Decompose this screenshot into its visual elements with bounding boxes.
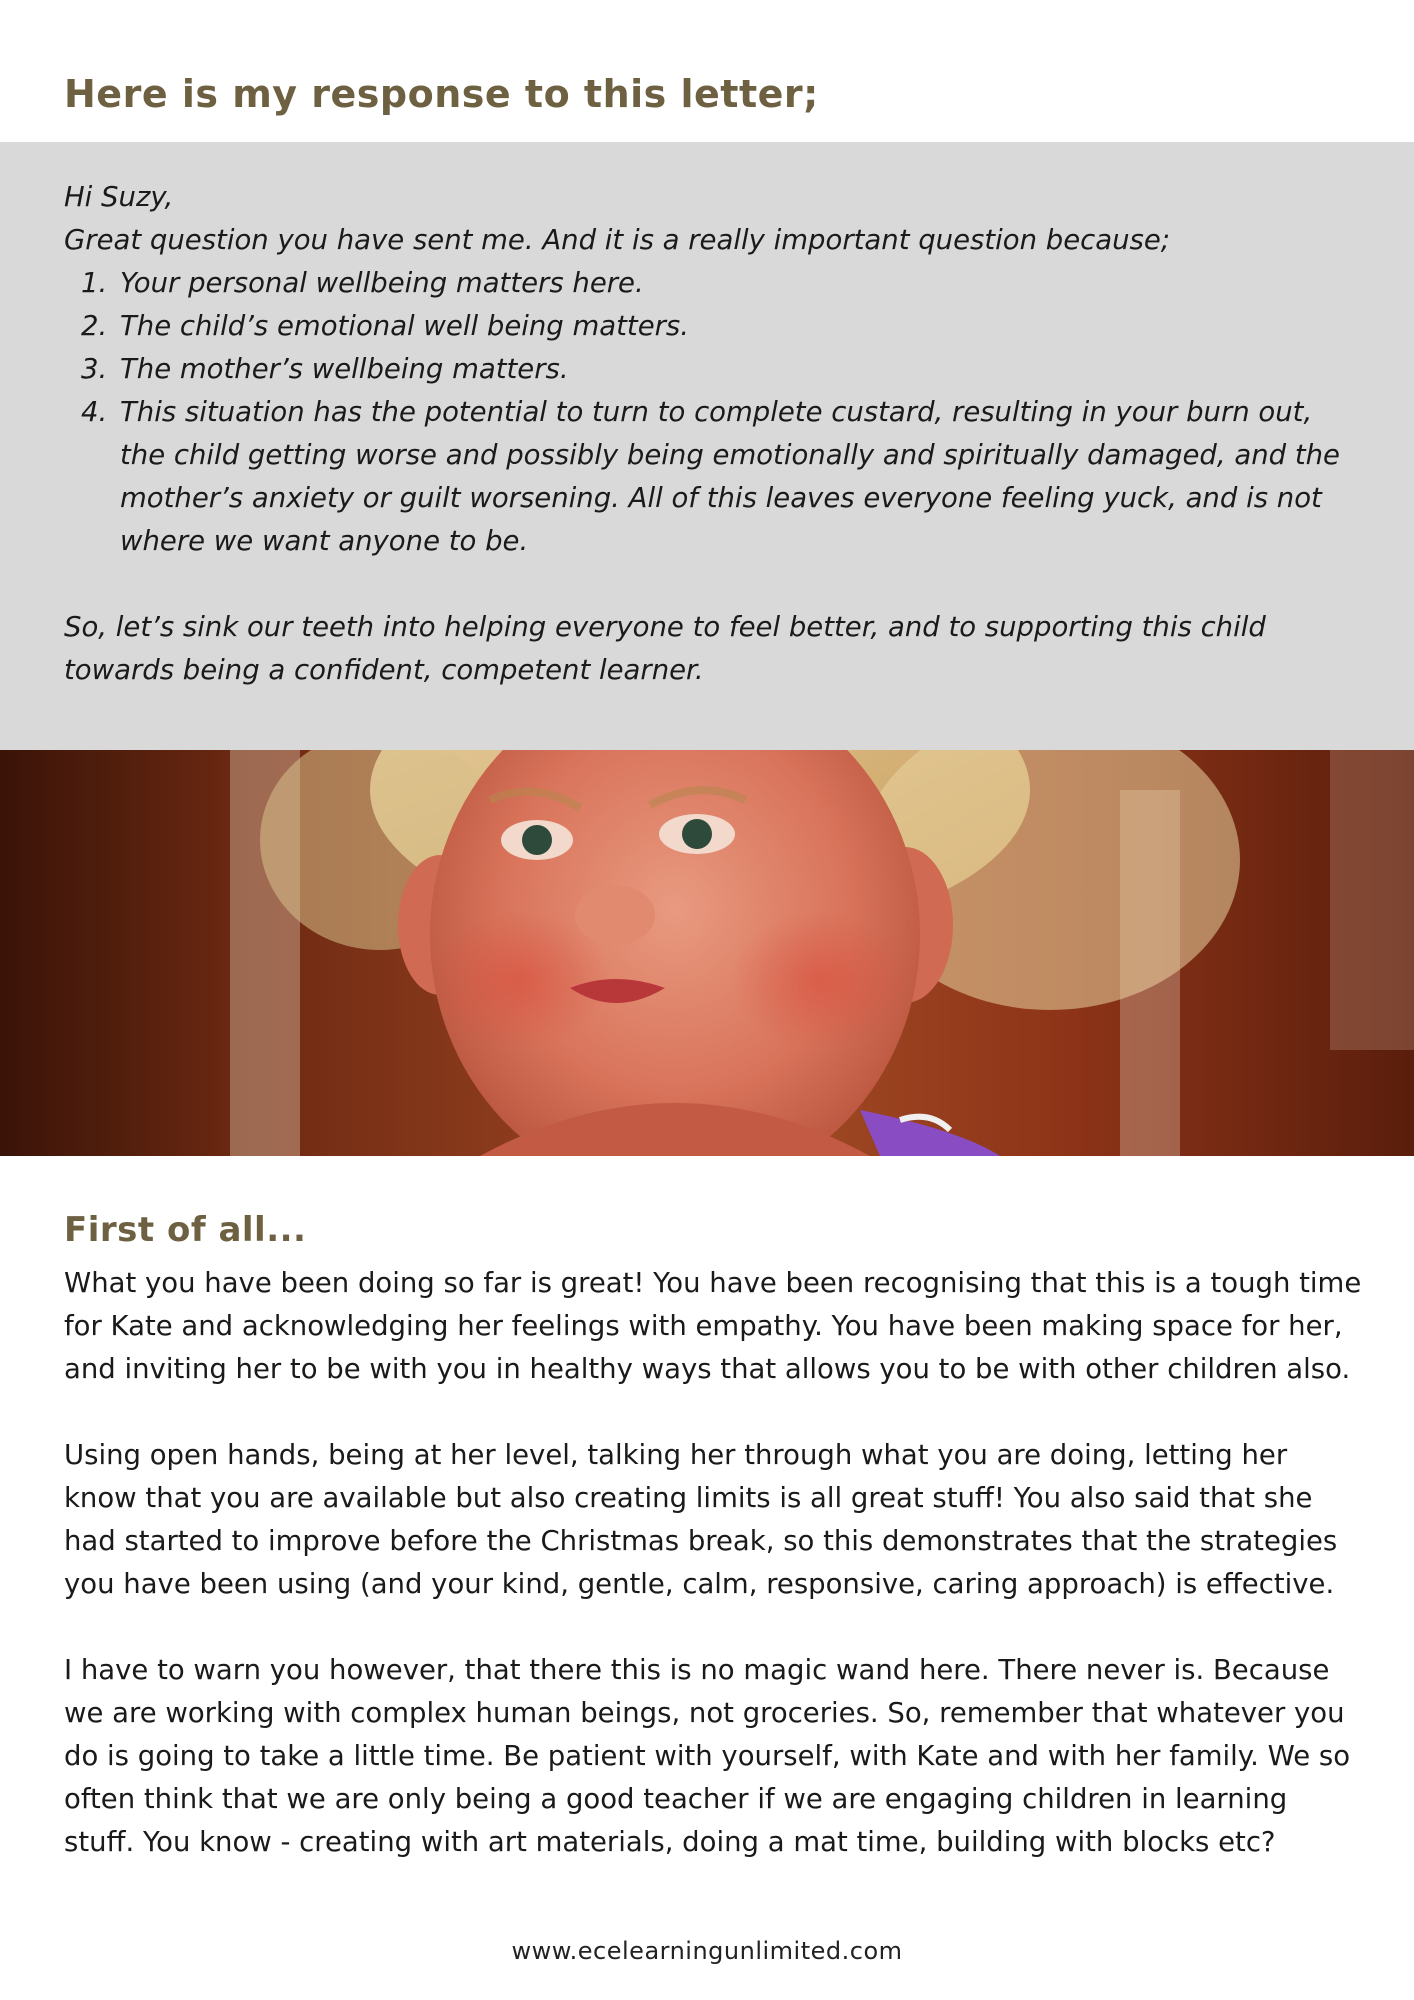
list-item: 3. The mother’s wellbeing matters. — [116, 348, 1354, 391]
letter-content — [64, 176, 1354, 692]
letter-intro: Great question you have sent me. And it is a really important question because; — [64, 224, 1171, 256]
list-item: 4. This situation has the potential to turn to complete custard, resulting in your burn out, the child getting worse and possibly being emotionally and spiritually damaged, and the mother’s anxiety or guilt worsening. All of this leaves everyone feeling yuck, and is not where we want anyone to be. — [116, 391, 1354, 563]
list-item: 1. Your personal wellbeing matters here. — [116, 262, 1354, 305]
body-text — [64, 1262, 1364, 1907]
footer-url: www.ecelearningunlimited.com — [511, 1937, 903, 1965]
paragraph: What you have been doing so far is great! You have been recognising that this is a tough time for Kate and acknowledging her feelings with empathy. You have been making space for her, and inviting her to be with you in healthy ways that allows you to be with other children also. — [64, 1267, 1362, 1385]
letter-greeting: Hi Suzy, — [64, 181, 174, 213]
crying-child-photo — [0, 750, 1414, 1156]
letter-box — [0, 142, 1414, 750]
spacer — [64, 563, 1354, 606]
paragraph: Using open hands, being at her level, talking her through what you are doing, letting her know that you are available but also creating limits is all great stuff! You also said that she had started to improve before the Christmas break, so this demonstrates that the strategies you have been using (and your kind, gentle, calm, responsive, caring approach) is effective. — [64, 1439, 1338, 1600]
page-title: Here is my response to this letter; — [64, 72, 819, 116]
letter-points-list — [64, 262, 1354, 563]
photo-illustration — [0, 750, 1414, 1156]
letter-closing: So, let’s sink our teeth into helping everyone to feel better, and to supporting this child towards being a confident, competent learner. — [64, 611, 1266, 686]
paragraph: I have to warn you however, that there this is no magic wand here. There never is. Because we are working with complex human beings, not groceries. So, remember that whatever you do is going to take a little time. Be patient with yourself, with Kate and with her family. We so often think that we are only being a good teacher if we are engaging children in learning stuff. You know - creating with art materials, doing a mat time, building with blocks etc? — [64, 1654, 1351, 1858]
list-item: 2. The child’s emotional well being matters. — [116, 305, 1354, 348]
section-title: First of all... — [64, 1210, 307, 1250]
